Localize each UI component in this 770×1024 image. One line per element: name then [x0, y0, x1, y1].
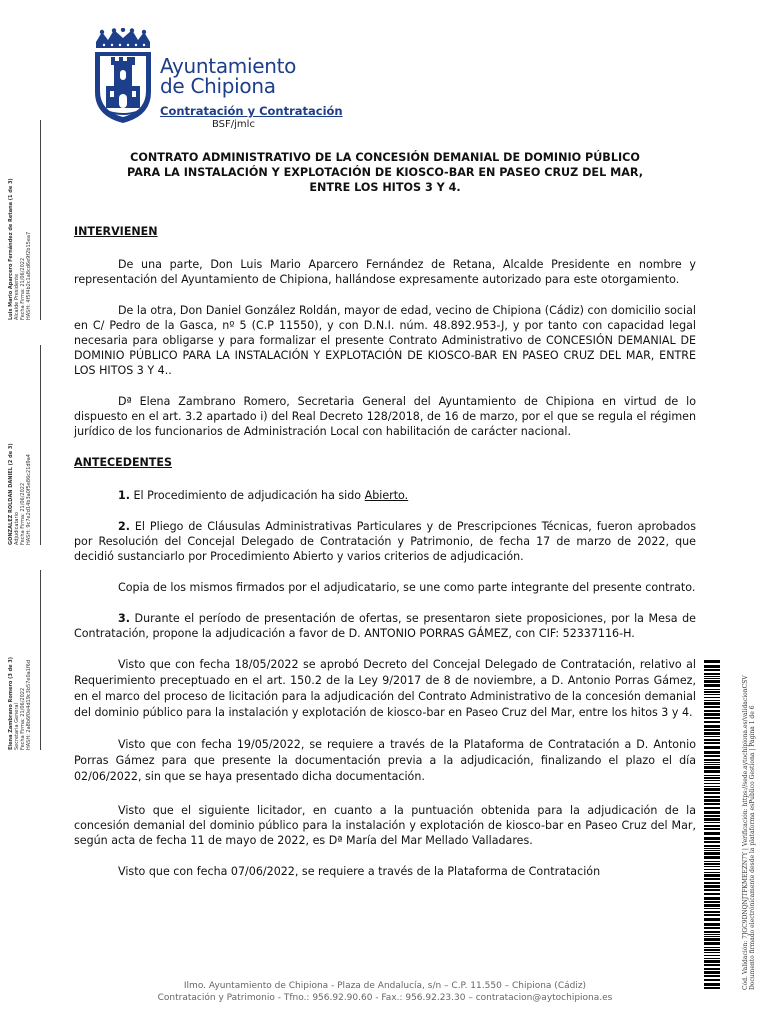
paragraph-party-1: De una parte, Don Luis Mario Aparcero Fernández de Retana, Alcalde Presidente en nombre y representación del Ayuntamiento de Chipiona, hallándose expresamente autorizado para este otorgamiento.	[74, 258, 696, 286]
department-name: Contratación y Contratación	[160, 104, 343, 118]
barcode-bar	[704, 947, 720, 948]
barcode-bar	[704, 918, 720, 921]
document-title	[74, 150, 696, 195]
barcode-bar	[704, 811, 720, 814]
section-heading-intervienen: INTERVIENEN	[74, 225, 158, 238]
barcode-bar	[704, 697, 720, 698]
barcode-bar	[704, 706, 720, 708]
barcode-bar	[704, 746, 720, 749]
barcode-bar	[704, 770, 720, 773]
barcode-bar	[704, 678, 720, 679]
barcode-bar	[704, 971, 720, 974]
barcode-bar	[704, 766, 720, 769]
document-body	[74, 224, 696, 879]
barcode-bar	[704, 866, 720, 867]
page-footer	[74, 980, 696, 1004]
barcode-bar	[704, 799, 720, 802]
barcode-bar	[704, 736, 720, 737]
section-heading-antecedentes: ANTECEDENTES	[74, 456, 172, 469]
barcode-bar	[704, 885, 720, 888]
barcode-bar	[704, 676, 720, 677]
barcode-bar	[704, 792, 720, 794]
barcode-bar	[704, 673, 720, 675]
signature-hash: HASH: 2a8b6f0e4d19c3b57e0a1f6d	[26, 660, 32, 750]
signature-hash: HASH: 9c7e2d14b3a0f5e86c21d9a4	[26, 454, 32, 545]
paragraph-visto-4: Visto que con fecha 07/06/2022, se requiere a través de la Plataforma de Contratación	[118, 865, 601, 878]
paragraph-party-2: De la otra, Don Daniel González Roldán, mayor de edad, vecino de Chipiona (Cádiz) con domicilio social en C/ Pedro de la Gasca, nº 5 (C.P 11550), y con D.N.I. núm. 48.892.953-J, y por tanto con capacidad legal necesaria para obligarse y para formalizar el presente Contrato Administrativo de CONCESIÓN DEMANIAL DE DOMINIO PÚBLICO PARA LA INSTALACIÓN Y EXPLOTACIÓN DE KIOSCO-BAR EN PASEO CRUZ DEL MAR, ENTRE LOS HITOS 3 Y 4..	[74, 304, 696, 377]
barcode-bar	[704, 815, 720, 817]
barcode-bar	[704, 788, 720, 791]
signature-stamp	[8, 550, 32, 750]
barcode-bar	[704, 968, 720, 970]
signature-date: Fecha Firma: 21/06/2022	[20, 257, 26, 320]
antecedent-text: El Procedimiento de adjudicación ha sido	[129, 489, 365, 502]
paragraph-copy-signed: Copia de los mismos firmados por el adjudicatario, se une como parte integrante del presente contrato.	[118, 581, 696, 594]
barcode-bar	[704, 949, 720, 951]
barcode-bar	[704, 755, 720, 757]
procedure-type: Abierto.	[364, 489, 409, 502]
signature-box-2	[2, 345, 41, 545]
antecedent-text: Durante el período de presentación de ofertas, se presentaron siete proposiciones, por la Mesa de Contratación, propone la adjudicación a favor de D. ANTONIO PORRAS GÁMEZ, con CIF: 52337116-H.	[74, 612, 696, 640]
barcode-bar	[704, 822, 720, 823]
barcode-bar	[704, 725, 720, 728]
barcode-bar	[704, 856, 720, 859]
barcode-bar	[704, 751, 720, 754]
barcode-bar	[704, 764, 720, 765]
barcode-bar	[704, 665, 720, 668]
barcode-bar	[704, 742, 720, 744]
barcode-bar	[704, 911, 720, 913]
barcode-bar	[704, 882, 720, 884]
barcode-bar	[704, 958, 720, 959]
antecedent-number: 1.	[118, 489, 130, 502]
signer-name: Elena Zambrano Romero (3 de 3)	[8, 656, 14, 750]
barcode-bar	[704, 952, 720, 953]
barcode-bar	[704, 825, 720, 827]
barcode-bar	[704, 936, 720, 937]
paragraph-secretary: Dª Elena Zambrano Romero, Secretaria General del Ayuntamiento de Chipiona en virtud de lo dispuesto en el art. 3.2 apartado i) del Real Decreto 128/2018, de 16 de marzo, por el que se regula el régimen jurídico de los funcionarios de Administración Local con habilitación de carácter nacional.	[74, 395, 696, 438]
barcode-bar	[704, 964, 720, 966]
barcode-bar	[704, 931, 720, 933]
barcode-bar	[704, 732, 720, 735]
barcode-bar	[704, 759, 720, 761]
signature-stamp	[8, 120, 32, 320]
barcode-bar	[704, 869, 720, 870]
barcode-bar	[704, 689, 720, 690]
title-line: ENTRE LOS HITOS 3 Y 4.	[309, 181, 461, 194]
barcode-bar	[704, 713, 720, 716]
barcode-bar	[704, 863, 720, 865]
barcode-bar	[704, 927, 720, 929]
verification-barcode-icon	[704, 660, 720, 990]
barcode-bar	[704, 669, 720, 671]
antecedent-2	[74, 519, 696, 564]
brand-line-1: Ayuntamiento	[160, 54, 297, 78]
barcode-bar	[704, 832, 720, 835]
barcode-bar	[704, 691, 720, 693]
barcode-bar	[704, 975, 720, 977]
antecedent-text: El Pliego de Cláusulas Administrativas Particulares y de Prescripciones Técnicas, fueron aprobados por Resolución del Concejal Delegado de Contratación y Patrimonio, de fecha 17 de marzo de 2022, que decidió sustanciarlo por Procedimiento Abierto y varios criterios de adjudicación.	[74, 520, 696, 563]
signature-box-3	[2, 570, 41, 750]
barcode-bar	[704, 780, 720, 781]
barcode-bar	[704, 694, 720, 695]
barcode-bar	[704, 852, 720, 855]
signature-box-1	[2, 120, 41, 320]
paragraph-visto-2: Visto que con fecha 19/05/2022, se requiere a través de la Plataforma de Contratación a D. Antonio Porras Gámez para que presente la documentación previa a la adjudicación, finalizando el plazo el día 02/06/2022, sin que se haya presentado dicha documentación.	[74, 738, 696, 783]
barcode-bar	[704, 960, 720, 963]
barcode-bar	[704, 841, 720, 843]
barcode-bar	[704, 828, 720, 830]
barcode-bar	[704, 938, 720, 941]
barcode-bar	[704, 983, 720, 986]
barcode-bar	[704, 729, 720, 731]
signature-hash: HASH: 4f5f4b2c1a8cd6e9f2b15ea7	[26, 231, 32, 320]
barcode-bar	[704, 872, 720, 873]
barcode-bar	[704, 660, 720, 663]
verification-text	[742, 675, 756, 990]
signature-stamp	[8, 345, 32, 545]
signer-role: Alcalde Presidente	[14, 273, 20, 320]
barcode-bar	[704, 942, 720, 945]
barcode-bar	[704, 850, 720, 851]
footer-contact: Contratación y Patrimonio - Tfno.: 956.92.90.60 - Fax.: 956.92.23.30 – contratacion@aytochipiona.es	[157, 993, 613, 1003]
title-line: CONTRATO ADMINISTRATIVO DE LA CONCESIÓN DEMANIAL DE DOMINIO PÚBLICO	[130, 151, 640, 164]
barcode-bar	[704, 848, 720, 849]
signer-name: Luis Mario Aparcero Fernández de Retana (1 de 3)	[8, 178, 14, 320]
barcode-bar	[704, 904, 720, 907]
barcode-bar	[704, 680, 720, 683]
barcode-bar	[704, 878, 720, 880]
barcode-bar	[704, 702, 720, 705]
barcode-bar	[704, 987, 720, 989]
barcode-bar	[704, 783, 720, 784]
barcode-bar	[704, 934, 720, 935]
antecedent-3	[74, 611, 696, 641]
brand-line-2: de Chipiona	[160, 74, 276, 98]
signer-role: Adjudicatario	[14, 512, 20, 545]
barcode-bar	[704, 923, 720, 926]
barcode-bar	[704, 893, 720, 895]
signature-date: Fecha Firma: 21/06/2022	[20, 687, 26, 750]
barcode-bar	[704, 861, 720, 862]
barcode-bar	[704, 777, 720, 779]
barcode-bar	[704, 908, 720, 909]
barcode-bar	[704, 979, 720, 981]
paragraph-visto-3: Visto que el siguiente licitador, en cuanto a la puntuación obtenida para la adjudicación de la concesión demanial del dominio público para la instalación y explotación de kiosco-bar en Paseo Cruz del Mar, según acta de fecha 11 de mayo de 2022, es Dª María del Mar Mellado Valladares.	[74, 804, 696, 847]
title-line: PARA LA INSTALACIÓN Y EXPLOTACIÓN DE KIOSCO-BAR EN PASEO CRUZ DEL MAR,	[127, 166, 643, 179]
barcode-bar	[704, 762, 720, 763]
barcode-bar	[704, 684, 720, 687]
barcode-bar	[704, 845, 720, 847]
barcode-bar	[704, 837, 720, 840]
barcode-bar	[704, 818, 720, 821]
antecedent-number: 2.	[118, 520, 130, 533]
barcode-bar	[704, 874, 720, 877]
signer-role: Secretaria General	[14, 703, 20, 750]
barcode-bar	[704, 807, 720, 809]
barcode-bar	[704, 955, 720, 956]
barcode-bar	[704, 775, 720, 776]
barcode-bar	[704, 796, 720, 798]
footer-address: Ilmo. Ayuntamiento de Chipiona - Plaza de Andalucía, s/n – C.P. 11.550 – Chipiona (Cádiz)	[183, 981, 587, 991]
barcode-bar	[704, 914, 720, 916]
barcode-bar	[704, 717, 720, 719]
barcode-bar	[704, 700, 720, 701]
barcode-bar	[704, 739, 720, 741]
chipiona-coat-of-arms-icon	[92, 28, 154, 124]
barcode-bar	[704, 803, 720, 805]
barcode-bar	[704, 786, 720, 787]
document-reference: BSF/jmlc	[212, 119, 255, 130]
antecedent-1	[74, 488, 696, 503]
barcode-bar	[704, 889, 720, 891]
barcode-bar	[704, 721, 720, 723]
antecedent-number: 3.	[118, 612, 130, 625]
brand-name	[160, 56, 296, 96]
verification-line: Cód. Validación: 7JGC9DNQNJTFKMEEZN7Y | Verificación: https://sede.aytochipiona.es/validacionCSV	[742, 675, 749, 990]
verification-line: Documento firmado electrónicamente desde la plataforma esPublico Gestiona | Página 1 de 6	[749, 705, 756, 990]
signature-date: Fecha Firma: 21/06/2022	[20, 482, 26, 545]
barcode-bar	[704, 710, 720, 712]
barcode-bar	[704, 901, 720, 903]
barcode-bar	[704, 897, 720, 900]
paragraph-visto-1: Visto que con fecha 18/05/2022 se aprobó Decreto del Concejal Delegado de Contratación, relativo al Requerimiento preceptuado en el art. 150.2 de la Ley 9/2017 de 8 de noviembre, a D. Antonio Porras Gámez, en el marco del proceso de licitación para la adjudicación del Contrato Administrativo de la concesión demanial del dominio público para la instalación y explotación de kiosco-bar en Paseo Cruz del Mar, entre los hitos 3 y 4.	[74, 658, 696, 719]
signer-name: GONZALEZ ROLDAN DANIEL (2 de 3)	[8, 443, 14, 545]
